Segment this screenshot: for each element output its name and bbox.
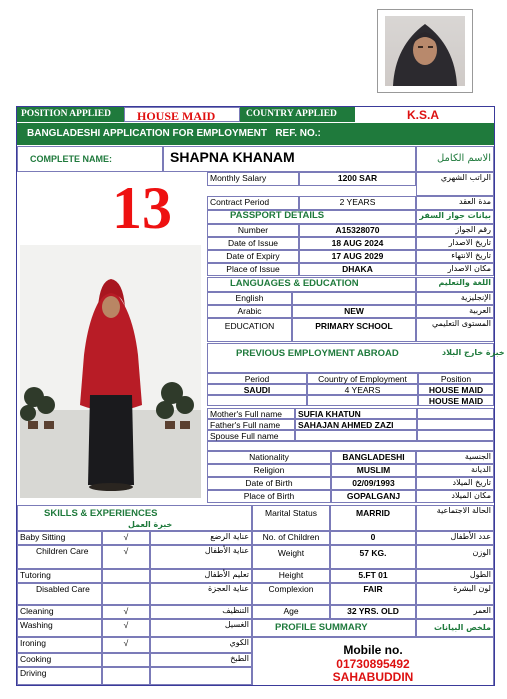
- passport-number-label-ar: رقم الجواز: [416, 224, 494, 237]
- employment-row2-country: [207, 395, 307, 406]
- family-spacer: [207, 441, 494, 451]
- marital-status-value: MARRID: [330, 505, 416, 531]
- skill-baby-sitting: Baby Sitting: [17, 531, 102, 545]
- nationality-label: Nationality: [207, 451, 331, 464]
- passport-place-label: Place of Issue: [207, 263, 299, 276]
- employment-col-country: Country of Employment: [307, 373, 418, 384]
- agent-name: SAHABUDDIN: [332, 670, 414, 684]
- skill-children-care-ar: عناية الأطفال: [150, 545, 252, 569]
- employment-section-title-ar: خبرة خارج البلاد: [442, 348, 505, 357]
- position-applied-value-box: [124, 107, 240, 122]
- education-label: EDUCATION: [207, 318, 292, 342]
- age-label-ar: العمر: [416, 605, 494, 619]
- father-name-label: Father's Full name: [207, 419, 295, 430]
- employment-row1-period: 4 YEARS: [307, 384, 418, 395]
- skill-children-care: Children Care: [17, 545, 102, 569]
- country-applied-label-box: [240, 107, 355, 122]
- application-title-bar: [17, 123, 494, 145]
- position-applied-label-box: [17, 107, 124, 122]
- spouse-name-extra: [417, 430, 494, 441]
- contract-period-value: 2 YEARS: [299, 196, 416, 210]
- dob-value: 02/09/1993: [331, 477, 416, 490]
- english-label-ar: الإنجليزية: [416, 292, 494, 305]
- skill-ironing-ar: الكوي: [150, 637, 252, 653]
- arabic-value: NEW: [292, 305, 416, 318]
- employment-section-title: PREVIOUS EMPLOYMENT ABROAD: [236, 348, 399, 359]
- skill-cleaning-mark: √: [102, 605, 150, 619]
- profile-summary-title-ar: ملخص البيانات: [416, 619, 494, 637]
- employment-row2-position: HOUSE MAID: [418, 395, 494, 406]
- complete-name-label-ar: الاسم الكامل: [416, 146, 494, 172]
- profile-summary-box: [252, 637, 494, 685]
- skill-driving-mark: [102, 667, 150, 685]
- age-value: 32 YRS. OLD: [330, 605, 416, 619]
- skill-tutoring-mark: [102, 569, 150, 583]
- passport-expiry-label: Date of Expiry: [207, 250, 299, 263]
- nationality-value: BANGLADESHI: [331, 451, 416, 464]
- passport-place-value: DHAKA: [299, 263, 416, 276]
- skill-tutoring-ar: تعليم الأطفال: [150, 569, 252, 583]
- skill-cooking: Cooking: [17, 653, 102, 667]
- education-label-ar: المستوى التعليمي: [416, 318, 494, 342]
- passport-issue-label: Date of Issue: [207, 237, 299, 250]
- skill-ironing: Ironing: [17, 637, 102, 653]
- religion-value: MUSLIM: [331, 464, 416, 477]
- passport-photo: [385, 16, 465, 86]
- passport-place-label-ar: مكان الاصدار: [416, 263, 494, 276]
- employment-col-position: Position: [418, 373, 494, 384]
- pob-label-ar: مكان الميلاد: [416, 490, 494, 503]
- children-count-value: 0: [330, 531, 416, 545]
- arabic-label-ar: العربية: [416, 305, 494, 318]
- passport-section-title-ar: بيانات جواز السفر: [416, 210, 494, 224]
- complexion-value: FAIR: [330, 583, 416, 605]
- religion-label: Religion: [207, 464, 331, 477]
- dob-label: Date of Birth: [207, 477, 331, 490]
- spouse-name-label: Spouse Full name: [207, 430, 295, 441]
- arabic-label: Arabic: [207, 305, 292, 318]
- passport-expiry-value: 17 AUG 2029: [299, 250, 416, 263]
- mother-name-value: SUFIA KHATUN: [295, 408, 417, 419]
- employment-row1-position: HOUSE MAID: [418, 384, 494, 395]
- position-applied-label: POSITION APPLIED: [21, 109, 112, 119]
- passport-number-value: A15328070: [299, 224, 416, 237]
- passport-section-title: PASSPORT DETAILS: [207, 210, 416, 224]
- passport-issue-value: 18 AUG 2024: [299, 237, 416, 250]
- marital-status-label: Marital Status: [252, 505, 330, 531]
- skill-cooking-ar: الطبخ: [150, 653, 252, 667]
- skill-disabled-care: Disabled Care: [17, 583, 102, 605]
- spouse-name-value: [295, 430, 417, 441]
- skill-washing-mark: √: [102, 619, 150, 637]
- mobile-label: Mobile no.: [343, 643, 403, 657]
- skill-driving-ar: [150, 667, 252, 685]
- employment-row1-country: SAUDI: [207, 384, 307, 395]
- skill-washing-ar: الغسيل: [150, 619, 252, 637]
- employment-section-title-box: [207, 343, 505, 373]
- languages-section-title-ar: اللغة والتعليم: [416, 277, 494, 292]
- children-count-label: No. of Children: [252, 531, 330, 545]
- skills-section-header: [17, 505, 252, 531]
- skill-ironing-mark: √: [102, 637, 150, 653]
- salary-value: 1200 SAR: [299, 172, 416, 186]
- height-value: 5.FT 01: [330, 569, 416, 583]
- height-label: Height: [252, 569, 330, 583]
- skill-baby-sitting-mark: √: [102, 531, 150, 545]
- skill-cleaning-ar: التنظيف: [150, 605, 252, 619]
- skill-children-care-mark: √: [102, 545, 150, 569]
- salary-label-ar: الراتب الشهري: [416, 172, 494, 196]
- skill-disabled-care-mark: [102, 583, 150, 605]
- mother-name-extra: [417, 408, 494, 419]
- employment-col-period: Period: [207, 373, 307, 384]
- passport-number-label: Number: [207, 224, 299, 237]
- position-applied-value: HOUSE MAID: [137, 109, 216, 123]
- skill-baby-sitting-ar: عناية الرضع: [150, 531, 252, 545]
- height-label-ar: الطول: [416, 569, 494, 583]
- skills-section-title-ar: خبرة العمل: [128, 520, 173, 529]
- country-applied-value: K.S.A: [407, 108, 440, 122]
- religion-label-ar: الديانة: [416, 464, 494, 477]
- application-title: BANGLADESHI APPLICATION FOR EMPLOYMENT REF. NO.:: [27, 128, 321, 139]
- contract-period-label-ar: مدة العقد: [416, 196, 494, 210]
- skill-tutoring: Tutoring: [17, 569, 102, 583]
- passport-expiry-label-ar: تاريخ الانتهاء: [416, 250, 494, 263]
- mother-name-label: Mother's Full name: [207, 408, 295, 419]
- skill-disabled-care-ar: عناية العجزة: [150, 583, 252, 605]
- age-label: Age: [252, 605, 330, 619]
- marital-status-label-ar: الحالة الاجتماعية: [416, 505, 494, 531]
- skill-washing: Washing: [17, 619, 102, 637]
- country-applied-label: COUNTRY APPLIED: [246, 109, 337, 119]
- profile-summary-title: PROFILE SUMMARY: [252, 619, 416, 637]
- pob-value: GOPALGANJ: [331, 490, 416, 503]
- mobile-number: 01730895492: [336, 657, 410, 671]
- passport-issue-label-ar: تاريخ الاصدار: [416, 237, 494, 250]
- father-name-value: SAHAJAN AHMED ZAZI: [295, 419, 417, 430]
- dob-label-ar: تاريخ الميلاد: [416, 477, 494, 490]
- nationality-label-ar: الجنسية: [416, 451, 494, 464]
- passport-photo-frame: [377, 9, 473, 93]
- education-value: PRIMARY SCHOOL: [292, 318, 416, 342]
- weight-label-ar: الوزن: [416, 545, 494, 569]
- children-count-label-ar: عدد الأطفال: [416, 531, 494, 545]
- weight-label: Weight: [252, 545, 330, 569]
- complexion-label-ar: لون البشرة: [416, 583, 494, 605]
- skill-driving: Driving: [17, 667, 102, 685]
- complexion-label: Complexion: [252, 583, 330, 605]
- contract-period-label: Contract Period: [207, 196, 299, 210]
- skill-cleaning: Cleaning: [17, 605, 102, 619]
- salary-label: Monthly Salary: [207, 172, 299, 186]
- english-value: [292, 292, 416, 305]
- employment-row2-period: [307, 395, 418, 406]
- skills-section-title: SKILLS & EXPERIENCES: [44, 508, 158, 519]
- complete-name-value: SHAPNA KHANAM: [163, 146, 416, 172]
- complete-name-label: COMPLETE NAME:: [17, 146, 163, 172]
- languages-section-title: LANGUAGES & EDUCATION: [207, 277, 416, 292]
- candidate-full-photo: [20, 245, 201, 498]
- serial-number: 13: [112, 175, 172, 241]
- father-name-extra: [417, 419, 494, 430]
- weight-value: 57 KG.: [330, 545, 416, 569]
- country-applied-value-box: [355, 107, 494, 122]
- skill-cooking-mark: [102, 653, 150, 667]
- english-label: English: [207, 292, 292, 305]
- pob-label: Place of Birth: [207, 490, 331, 503]
